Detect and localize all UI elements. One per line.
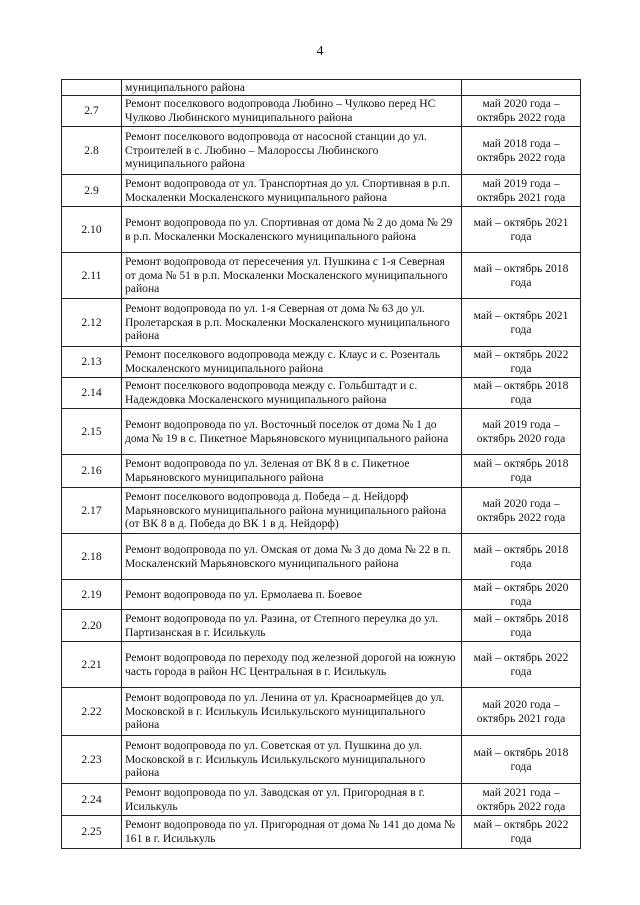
- work-description: Ремонт поселкового водопровода от насосной станции до ул. Строителей в с. Любино – Малороссы Любинского муниципального района: [122, 127, 462, 175]
- work-description: Ремонт водопровода по ул. 1-я Северная от дома № 63 до ул. Пролетарская в р.п. Москаленки Москаленского муниципального района: [122, 299, 462, 347]
- work-description: Ремонт водопровода по ул. Спортивная от дома № 2 до дома № 29 в р.п. Москаленки Москаленского муниципального района: [122, 207, 462, 253]
- work-description: Ремонт поселкового водопровода между с. Клаус и с. Розенталь Москаленского муниципального района: [122, 347, 462, 378]
- work-description: Ремонт водопровода по ул. Омская от дома № 3 до дома № 22 в п. Москаленский Марьяновского муниципального района: [122, 534, 462, 580]
- table-row: [62, 175, 581, 207]
- table-row: [62, 610, 581, 642]
- row-number: 2.21: [62, 642, 122, 688]
- table-row: [62, 534, 581, 580]
- work-period: май – октябрь 2022 года: [462, 816, 581, 849]
- row-number: 2.15: [62, 409, 122, 455]
- work-description: Ремонт поселкового водопровода Любино – Чулково перед НС Чулково Любинского муниципального района: [122, 96, 462, 127]
- work-period: май – октябрь 2021 года: [462, 299, 581, 347]
- work-period: май 2019 года – октябрь 2021 года: [462, 175, 581, 207]
- row-number: 2.24: [62, 784, 122, 816]
- page-number: 4: [316, 44, 324, 59]
- row-number: 2.9: [62, 175, 122, 207]
- table-row: [62, 299, 581, 347]
- table-row: [62, 96, 581, 127]
- table-row: [62, 127, 581, 175]
- works-table-body: [62, 80, 581, 849]
- work-period: май – октябрь 2022 года: [462, 642, 581, 688]
- work-period: май – октябрь 2022 года: [462, 347, 581, 378]
- table-row: [62, 455, 581, 488]
- work-period: май – октябрь 2018 года: [462, 253, 581, 299]
- work-period: май 2021 года – октябрь 2022 года: [462, 784, 581, 816]
- work-description: Ремонт водопровода по ул. Пригородная от дома № 141 до дома № 161 в г. Исилькуль: [122, 816, 462, 849]
- work-description: Ремонт водопровода по ул. Заводская от ул. Пригородная в г. Исилькуль: [122, 784, 462, 816]
- work-period: май – октябрь 2021 года: [462, 207, 581, 253]
- work-period: май – октябрь 2018 года: [462, 610, 581, 642]
- work-description: муниципального района: [122, 80, 462, 96]
- work-description: Ремонт водопровода по ул. Разина, от Степного переулка до ул. Партизанская в г. Исилькуль: [122, 610, 462, 642]
- work-period: май – октябрь 2018 года: [462, 455, 581, 488]
- row-number: 2.18: [62, 534, 122, 580]
- row-number: 2.16: [62, 455, 122, 488]
- table-row: [62, 378, 581, 409]
- table-row: [62, 642, 581, 688]
- works-table: [61, 79, 581, 849]
- work-description: Ремонт поселкового водопровода между с. Гольбштадт и с. Надеждовка Москаленского муниципального района: [122, 378, 462, 409]
- work-period: май – октябрь 2018 года: [462, 534, 581, 580]
- work-period: май 2020 года – октябрь 2022 года: [462, 488, 581, 534]
- work-period: май 2020 года – октябрь 2021 года: [462, 688, 581, 736]
- work-period: [462, 80, 581, 96]
- table-row: [62, 409, 581, 455]
- table-row: [62, 580, 581, 610]
- table-row: [62, 488, 581, 534]
- table-row: [62, 688, 581, 736]
- work-description: Ремонт водопровода от пересечения ул. Пушкина с 1-я Северная от дома № 51 в р.п. Москаленки Москаленского муниципального района: [122, 253, 462, 299]
- work-description: Ремонт водопровода по ул. Восточный поселок от дома № 1 до дома № 19 в с. Пикетное Марьяновского муниципального района: [122, 409, 462, 455]
- table-row: [62, 80, 581, 96]
- work-description: Ремонт поселкового водопровода д. Победа – д. Нейдорф Марьяновского муниципального района муниципального района (от ВК 8 в д. Победа до ВК 1 в д. Нейдорф): [122, 488, 462, 534]
- table-row: [62, 736, 581, 784]
- row-number: 2.20: [62, 610, 122, 642]
- work-period: май 2020 года – октябрь 2022 года: [462, 96, 581, 127]
- row-number: 2.12: [62, 299, 122, 347]
- work-period: май 2019 года – октябрь 2020 года: [462, 409, 581, 455]
- row-number: 2.25: [62, 816, 122, 849]
- work-description: Ремонт водопровода по ул. Советская от ул. Пушкина до ул. Московской в г. Исилькуль Исилькульского муниципального района: [122, 736, 462, 784]
- table-row: [62, 784, 581, 816]
- row-number: 2.11: [62, 253, 122, 299]
- work-description: Ремонт водопровода по ул. Ермолаева п. Боевое: [122, 580, 462, 610]
- table-row: [62, 207, 581, 253]
- row-number: 2.7: [62, 96, 122, 127]
- work-description: Ремонт водопровода по переходу под железной дорогой на южную часть города в район НС Центральная в г. Исилькуль: [122, 642, 462, 688]
- row-number: 2.10: [62, 207, 122, 253]
- work-period: май 2018 года – октябрь 2022 года: [462, 127, 581, 175]
- table-row: [62, 816, 581, 849]
- row-number: 2.14: [62, 378, 122, 409]
- work-period: май – октябрь 2020 года: [462, 580, 581, 610]
- row-number: 2.19: [62, 580, 122, 610]
- work-description: Ремонт водопровода по ул. Зеленая от ВК 8 в с. Пикетное Марьяновского муниципального района: [122, 455, 462, 488]
- row-number: 2.22: [62, 688, 122, 736]
- row-number: 2.23: [62, 736, 122, 784]
- row-number: 2.17: [62, 488, 122, 534]
- work-period: май – октябрь 2018 года: [462, 378, 581, 409]
- table-row: [62, 253, 581, 299]
- work-description: Ремонт водопровода от ул. Транспортная до ул. Спортивная в р.п. Москаленки Москаленского муниципального района: [122, 175, 462, 207]
- table-row: [62, 347, 581, 378]
- row-number: [62, 80, 122, 96]
- row-number: 2.8: [62, 127, 122, 175]
- work-period: май – октябрь 2018 года: [462, 736, 581, 784]
- work-description: Ремонт водопровода по ул. Ленина от ул. Красноармейцев до ул. Московской в г. Исилькуль Исилькульского муниципального района: [122, 688, 462, 736]
- row-number: 2.13: [62, 347, 122, 378]
